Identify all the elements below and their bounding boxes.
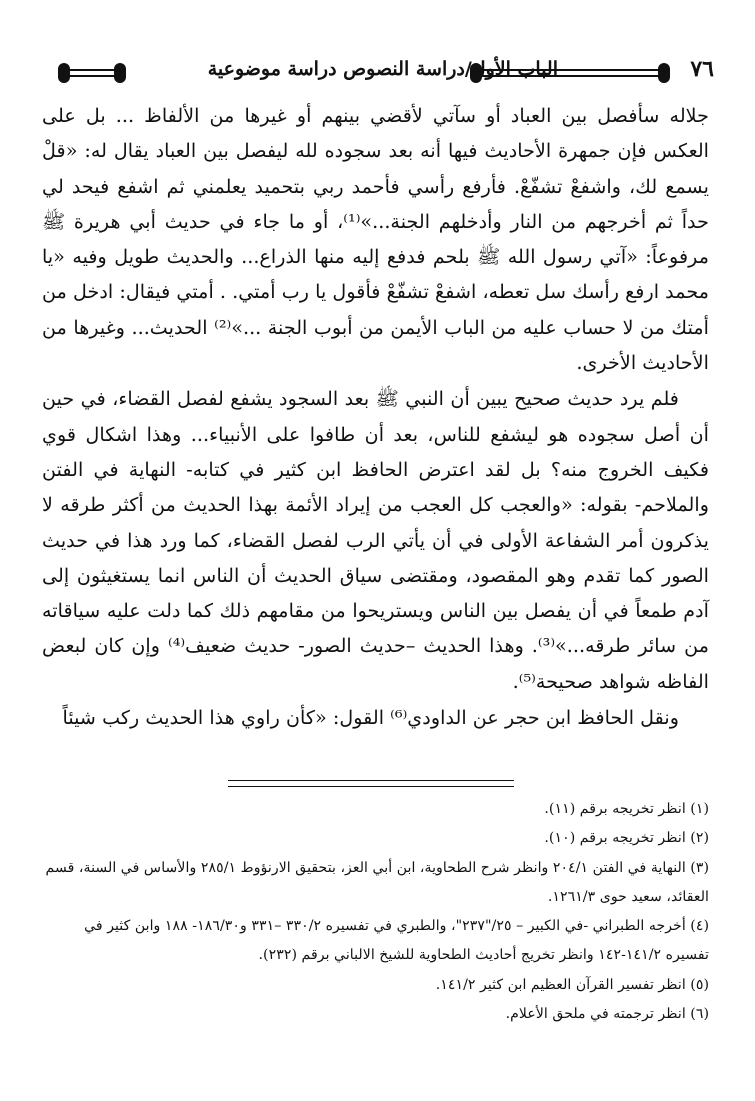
- footnote: (٦) انظر ترجمته في ملحق الأعلام.: [505, 1006, 709, 1023]
- paragraph: ونقل الحافظ ابن حجر عن الداودي⁽⁶⁾ القول: «كأن راوي هذا الحديث ركب شيئاً: [62, 706, 679, 730]
- page-header: [38, 52, 718, 92]
- footnotes: [42, 795, 709, 1029]
- footnote: (٢) انظر تخريجه برقم (١٠).: [544, 830, 709, 847]
- main-text: [42, 98, 709, 735]
- header-ornament-left: [58, 63, 126, 83]
- page-number: ٧٦: [690, 56, 714, 82]
- footnote: (١) انظر تخريجه برقم (١١).: [544, 801, 709, 817]
- footnote: (٥) انظر تفسير القرآن العظيم ابن كثير ١٤١/٢.: [435, 976, 709, 993]
- footnote: (٣) النهاية في الفتن ٢٠٤/١ وانظر شرح الطحاوية، ابن أبي العز، بتحقيق الارنؤوط ٢٨٥/١ والأساس في السنة، قسم العقائد، سعيد حوى ١٢٦١/٣.: [45, 859, 709, 905]
- footnote: (٤) أخرجه الطبراني -في الكبير – ٢٥/"٢٣٧"، والطبري في تفسيره ٣٣٠/٢ –٣٣١ و١٨٦/٣٠- ١٨٨ وابن كثير في تفسيره ١٤١/٢-١٤٢ وانظر تخريج أحاديث الطحاوية للشيخ الالباني برقم (٢٣٢).: [84, 918, 709, 964]
- footnote-separator: [228, 780, 514, 781]
- chapter-title: الباب الأول/دراسة النصوص دراسة موضوعية: [207, 58, 558, 80]
- paragraph: فلم يرد حديث صحيح يبين أن النبي ﷺ بعد السجود يشفع لفصل القضاء، في حين أن أصل سجوده هو ليشفع للناس، بعد أن طافوا على الأنبياء... وهذا اشكال قوي فكيف الخروج منه؟ بل لقد اعترض الحافظ ابن كثير في كتابه- النهاية في الفتن والملاحم- بقوله: «والعجب كل العجب من إيراد الأئمة بهذا الحديث من أكثر طرقه لا يذكرون أمر الشفاعة الأولى في أن يأتي الرب لفصل القضاء، كما ورد هذا في حديث الصور كما تقدم وهو المقصود، ومقتضى سياق الحديث أن الناس انما يستغيثون إلى آدم طمعاً في أن يفصل بين الناس ويستريحوا من مقامهم ذلك كما دلت عليه سياقاته من سائر طرقه...»⁽³⁾. وهذا الحديث –حديث الصور- حديث ضعيف⁽⁴⁾ وإن كان لبعض الفاظه شواهد صحيحة⁽⁵⁾.: [42, 387, 709, 693]
- footnote-separator: [228, 786, 514, 787]
- paragraph: جلاله سأفصل بين العباد أو سآتي لأقضي بينهم أو غيرها من الألفاظ ... بل على العكس فإن جمهرة الأحاديث فيها أنه بعد سجوده لله ليفصل بين العباد يقال له: «قلْ يسمع لك، واشفعْ تشفّعْ. فأرفع رأسي فأحمد ربي بتحميد يعلمني ثم اشفع فيحد لي حداً ثم أخرجهم من النار وأدخلهم الجنة...»⁽¹⁾، أو ما جاء في حديث أبي هريرة ﷺ مرفوعاً: «آتي رسول الله ﷺ بلحم فدفع إليه منها الذراع... والحديث طويل وفيه «يا محمد ارفع رأسك سل تعطه، اشفعْ تشفّعْ فأقول يا رب أمتي. . أمتي فيقال: ادخل من أمتك من لا حساب عليه من الباب الأيمن من أبوب الجنة ...»⁽²⁾ الحديث... وغيرها من الأحاديث الأخرى.: [42, 104, 709, 375]
